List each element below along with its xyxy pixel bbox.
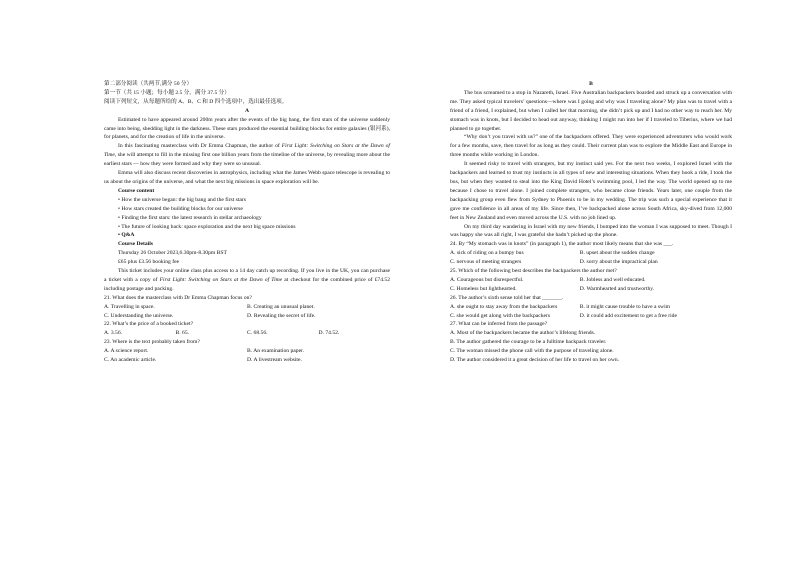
option: A. Travelling in space.	[104, 303, 155, 310]
option: C. she would get along with the backpackers	[450, 312, 551, 319]
part-heading: 第二部分阅读（共两节,满分 50 分）	[104, 81, 193, 87]
paragraph: On my third day wandering in Israel with my new friends, I bumped into the woman I was supposed to meet. Though I was happy she was all right, I was grateful she hadn’t picked up the phone.	[450, 223, 732, 239]
paragraph: The bus screamed to a stop in Nazareth, Israel. Five Australian backpackers boarded and struck up a conversation with me. They asked typical travelers’ questions—where was I going and why was I traveling alone? My plan was to travel with a friend of a friend, I explained, but when I called her that morning, she didn’t pick up and I had no other way to reach her. My stomach was in knots, but I decided to head out anyway, thinking I might run into her if I traveled to Tiberius, where we had planned to go together.	[450, 89, 732, 132]
option: D. The author considered it a great decision of her life to travel on her own.	[450, 357, 620, 364]
q21-options	[104, 312, 390, 321]
option: A. she ought to stay away from the backpackers	[450, 303, 558, 310]
option: B. 65.	[175, 330, 190, 337]
q26-options	[450, 312, 732, 321]
paragraph: This ticket includes your online class plus access to a 14 day catch up recording. If you live in the UK, you can purchase a ticket with a copy of First Light: Switching on Stars at the Dawn of Time at checkout for the combined price of £74.52 including postage and packing.	[104, 268, 390, 292]
option: D. sorry about the impractical plan	[579, 259, 658, 266]
question-21: 21. What does the masterclass with Dr Emma Chapman focus on?	[104, 294, 252, 301]
option: A. A science report.	[104, 348, 149, 355]
option: D. 74.52.	[318, 330, 340, 337]
question-23: 23. Where is the text probably taken from?	[104, 339, 200, 346]
bullet-item: • How the universe began: the big bang and the first stars	[118, 196, 246, 203]
option: C. The woman missed the phone call with the purpose of traveling alone.	[450, 348, 614, 355]
q21-options	[104, 303, 390, 312]
question-24: 24. By “My stomach was in knots” (in paragraph 1), the author most likely means that she was ___.	[450, 241, 674, 248]
passage-label-b: B	[589, 81, 593, 87]
paragraph: It seemed risky to travel with strangers, but my instinct said yes. For the next two weeks, I explored Israel with the backpackers and learned to trust my instincts in all types of new and interesting situations. When they hook a ride, I took the bus, but when they wanted to steal into the King David Hotel’s swimming pool, I led the way. The world opened up to me because I chose to travel alone. I joined complete strangers, who became close friends. Years later, one couple from the backpacking group even flew from Sydney to Phoenix to be in my wedding. The trip was such a special experience that it gave me confidence in all areas of my life. Since then, I’ve backpacked alone across South Africa, sky-dived from 12,000 feet in New Zealand and even moved across the U.S. with no job lined up.	[450, 161, 732, 221]
option: B. Creating an unusual planet.	[247, 303, 315, 310]
q24-options	[450, 258, 732, 267]
q25-options	[450, 285, 732, 294]
bullet-item: • Q&A	[118, 232, 135, 239]
option: D. A livestream website.	[247, 357, 302, 364]
detail-line: £65 plus £3.56 booking fee	[118, 259, 180, 266]
option: C. nervous of meeting strangers	[450, 259, 522, 266]
option: B. upset about the sudden change	[579, 250, 655, 257]
option: B. Jobless and well educated.	[579, 276, 646, 283]
question-26: 26. The author’s sixth sense told her that _______.	[450, 294, 564, 301]
q26-options	[450, 303, 732, 312]
course-content-heading: Course content	[118, 187, 155, 194]
question-22: 22. What’s the price of a booked ticket?	[104, 321, 194, 328]
instructions: 阅读下列短文，从每题所给的 A、B、C 和 D 四个选项中，选出最佳选项。	[104, 98, 288, 105]
q23-options	[104, 347, 390, 356]
passage-b-column	[450, 80, 732, 365]
option: B. The author gathered the courage to be a fulltime backpack traveler.	[450, 339, 607, 346]
option: C. Homeless but lighthearted.	[450, 285, 517, 292]
q25-options	[450, 276, 732, 285]
option: D. it could add excitement to get a free ride	[579, 312, 677, 319]
detail-line: Thursday 26 October 2023,6.30pm-8.30pm BST	[118, 250, 227, 257]
option: A. sick of riding on a bumpy bus	[450, 250, 524, 257]
paragraph: “Why don’t you travel with us?” one of the backpackers offered. They were experienced adventurers who would work for a few months, save, then travel for as long as they could. Their current plan was to explore the Middle East and Europe in three months while working in London.	[450, 134, 732, 159]
option: A. Courageous but disrespectful.	[450, 276, 524, 283]
paragraph: Estimated to have appeared around 200m years after the events of the big bang, the first stars of the universe suddenly came into being, shedding light in the darkness. These stars produced the essential building blocks for entire galaxies (银河系), for planets, and for the creation of life in the universe.	[104, 116, 390, 141]
q22-options	[104, 329, 390, 338]
option: B. An examination paper.	[247, 348, 305, 355]
option: C. Understanding the universe.	[104, 312, 174, 319]
question-25: 25. Which of the following best describes the backpackers the author met?	[450, 268, 617, 275]
course-details-heading: Course Details	[118, 241, 153, 248]
q23-options	[104, 356, 390, 365]
section-heading: 第一节（共 15 小题；每小题 2.5 分，满分 37.5 分）	[104, 89, 230, 96]
passage-a-column	[104, 80, 390, 365]
option: A. Most of the backpackers became the author’s lifelong friends.	[450, 330, 596, 337]
bullet-item: • How stars created the building blocks for our universe	[118, 205, 243, 212]
paragraph: In this fascinating masterclass with Dr Emma Chapman, the author of First Light: Switching on Stars at the Dawn of Time, she will attempt to fill in the missing first one billion years from the timeline of the universe, by revealing more about the earliest stars — how they were formed and why they were so unusual.	[104, 143, 390, 168]
passage-label-a: A	[244, 107, 250, 114]
option: C. 68.56.	[247, 330, 268, 337]
option: B. it might cause trouble to have a swim	[579, 303, 670, 310]
option: D. Warmhearted and trustworthy.	[579, 285, 655, 292]
option: D. Revealing the secret of life.	[247, 312, 316, 319]
question-27: 27. What can be inferred from the passage?	[450, 321, 548, 328]
bullet-item: • Finding the first stars: the latest research in stellar archaeology	[118, 214, 262, 221]
option: C. An academic article.	[104, 357, 157, 364]
option: A. 3.56.	[104, 330, 123, 337]
bullet-item: • The future of looking back: space exploration and the next big space missions	[118, 223, 296, 230]
q24-options	[450, 249, 732, 258]
paragraph: Emma will also discuss recent discoveries in astrophysics, including what the James Webb space telescope is revealing to us about the origins of the universe, and what the next big missions in space exploration will be.	[104, 170, 390, 185]
